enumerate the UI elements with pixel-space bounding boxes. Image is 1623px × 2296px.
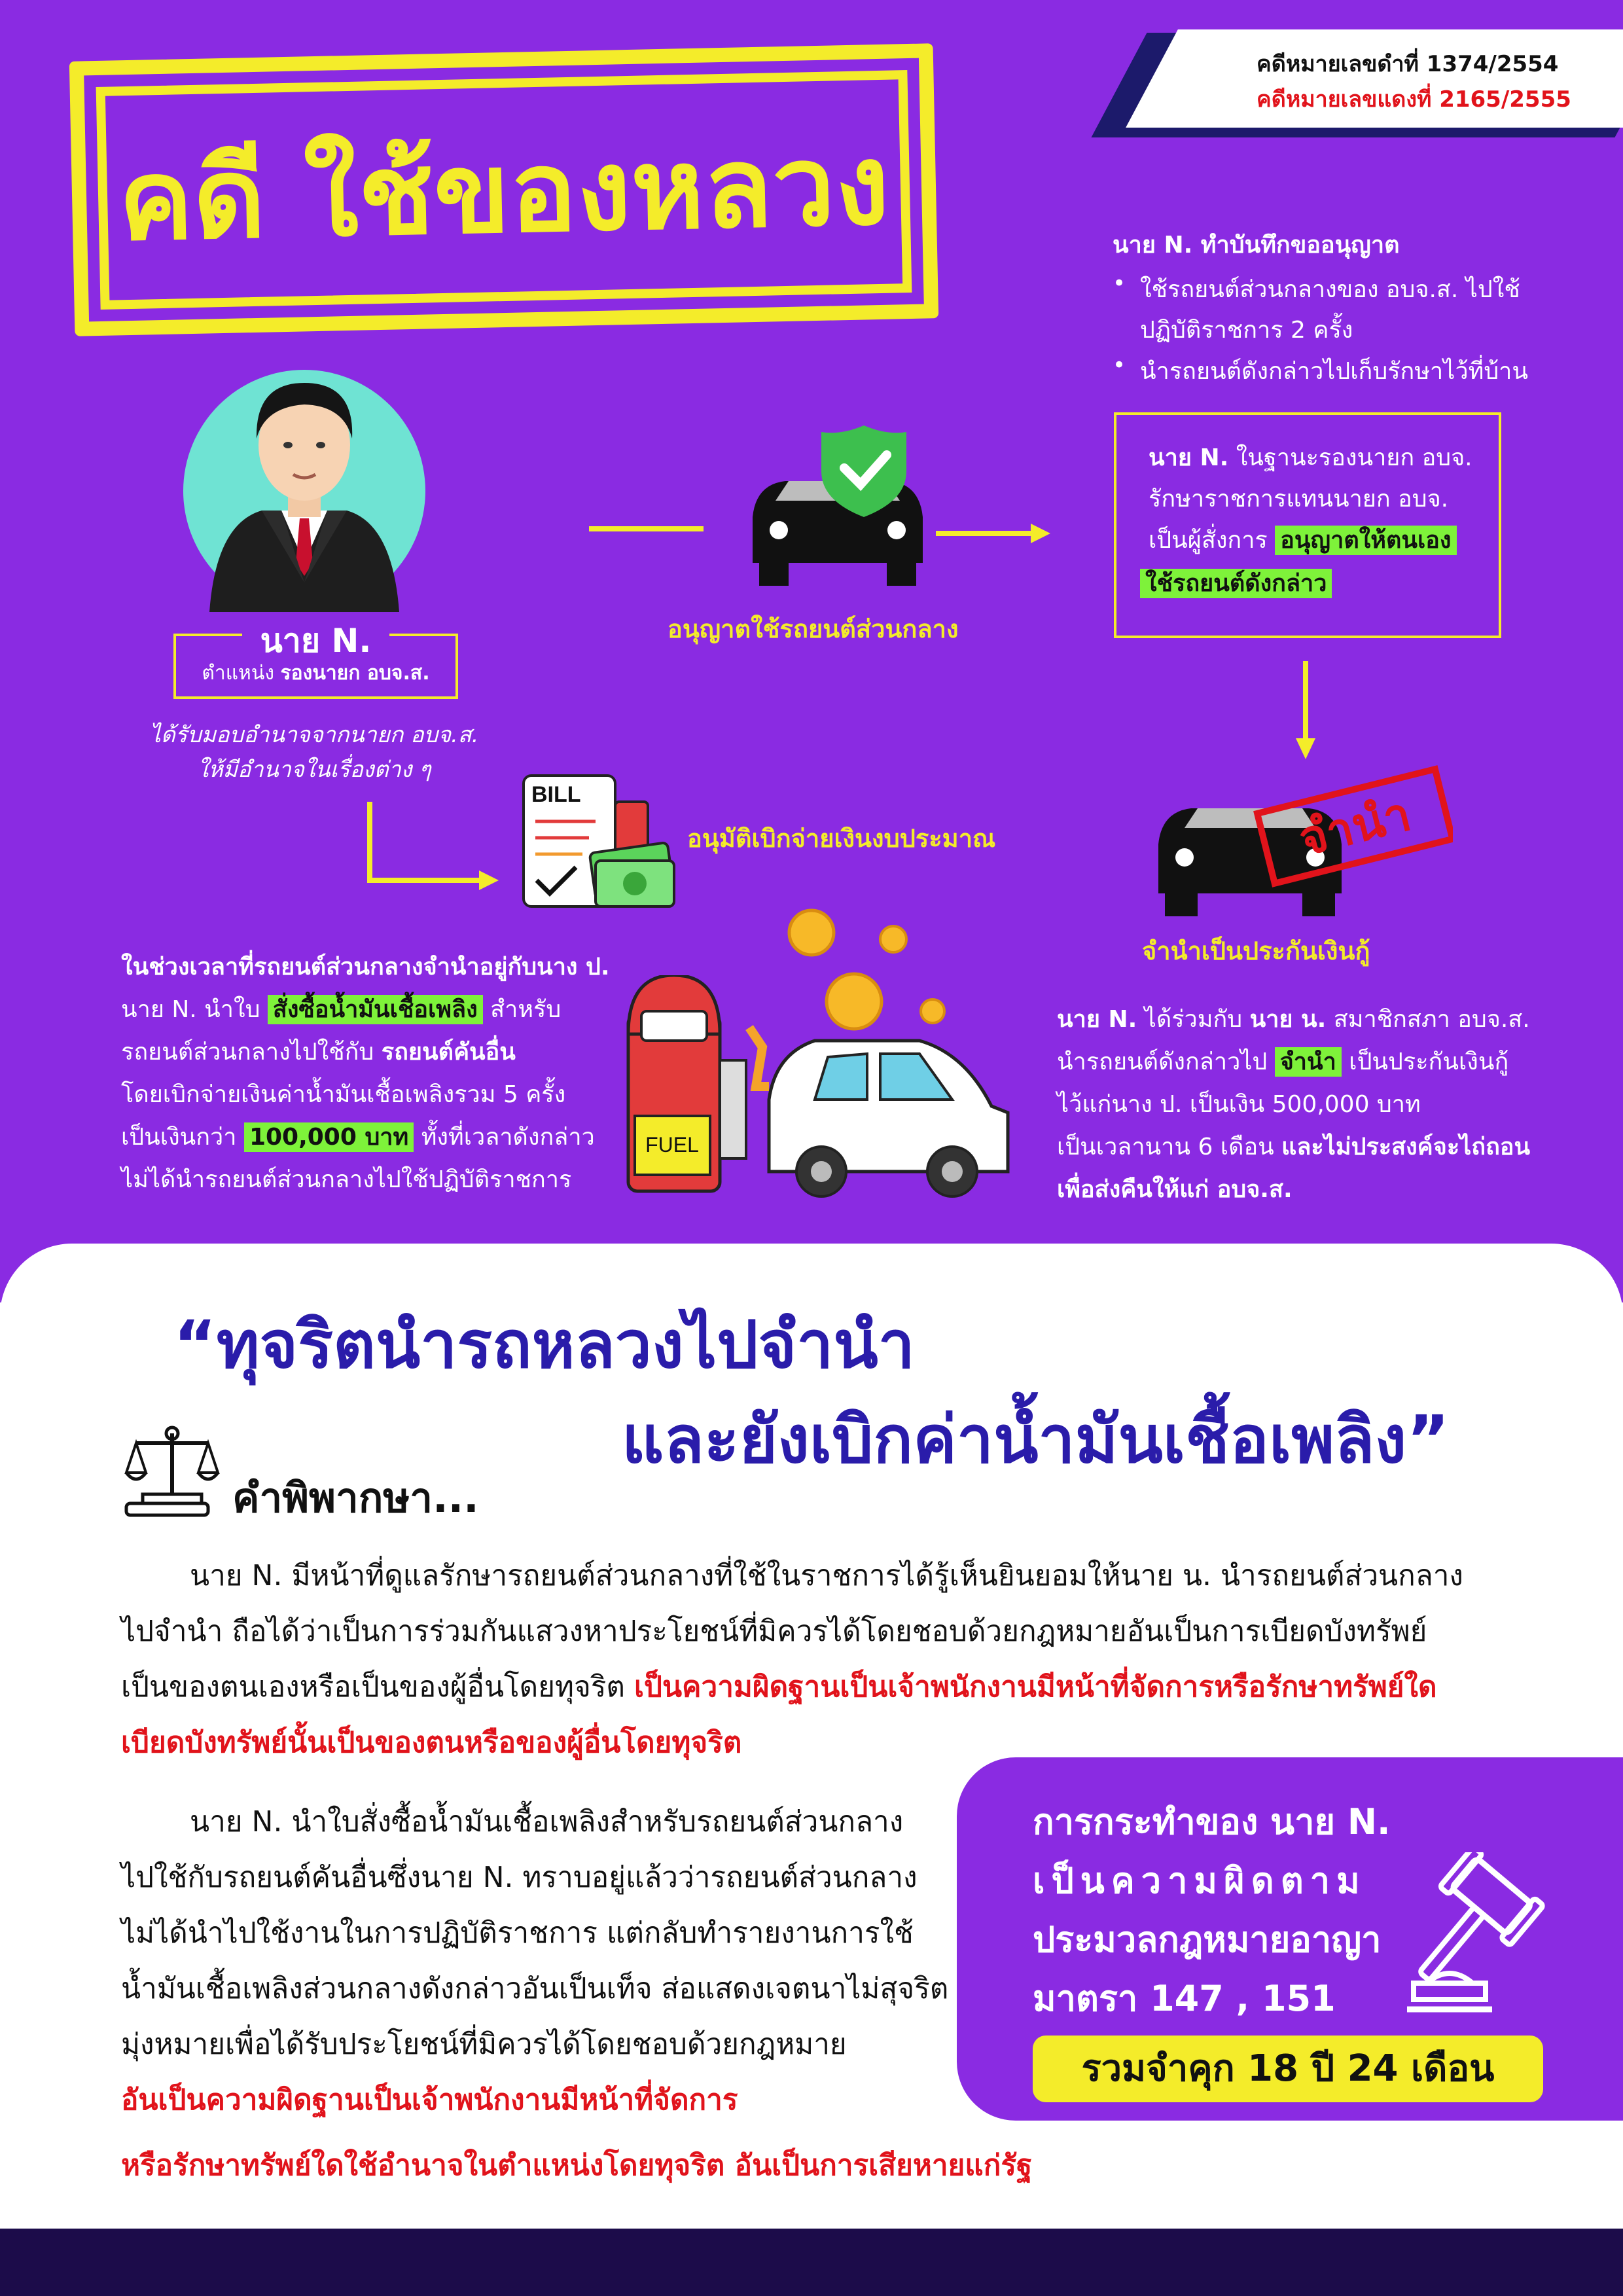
gavel-icon bbox=[1407, 1852, 1564, 2016]
pawn-no-redeem: และไม่ประสงค์จะไถ่ถอน bbox=[1281, 1134, 1531, 1160]
fuel-pump-car-icon bbox=[625, 975, 1011, 1204]
verdict-offense: เป็นความผิดฐานเป็นเจ้าพนักงานมีหน้าที่จัดการหรือรักษาทรัพย์ใด bbox=[634, 1670, 1437, 1704]
fuel-text: รถยนต์ส่วนกลางไปใช้กับ bbox=[121, 1039, 382, 1066]
authority-line-4 bbox=[1140, 564, 1332, 601]
sentence-text: รวมจำคุก 18 ปี 24 เดือน bbox=[1081, 2047, 1495, 2090]
pawn-text: สมาชิกสภา อบจ.ส. bbox=[1326, 1006, 1530, 1033]
footer-bar bbox=[0, 2229, 1623, 2296]
bill-text: BILL bbox=[531, 782, 581, 807]
pawn-line-5: เพื่อส่งคืนให้แก่ อบจ.ส. bbox=[1057, 1176, 1293, 1203]
verdict-line bbox=[121, 1664, 1437, 1710]
verdict-line: มุ่งหมายเพื่อได้รับประโยชน์ที่มิควรได้โดยชอบด้วยกฎหมาย bbox=[121, 2028, 847, 2061]
delegation-line-1: ได้รับมอบอำนาจจากนายก อบจ.ส. bbox=[149, 722, 479, 748]
verdict-line: นาย N. มีหน้าที่ดูแลรักษารถยนต์ส่วนกลางที่ใช้ในราชการได้รู้เห็นยินยอมให้นาย น. นำรถยนต์ส่วนกลาง bbox=[190, 1559, 1463, 1592]
fuel-text: ทั้งที่เวลาดังกล่าว bbox=[414, 1124, 595, 1151]
other-car-text: รถยนต์คันอื่น bbox=[381, 1039, 516, 1066]
fuel-label: FUEL bbox=[645, 1133, 699, 1157]
fuel-line-1: ในช่วงเวลาที่รถยนต์ส่วนกลางจำนำอยู่กับนาง ป. bbox=[121, 954, 610, 980]
verdict-line: ไปจำนำ ถือได้ว่าเป็นการร่วมกันแสวงหาประโยชน์ที่มิควรได้โดยชอบด้วยกฎหมายอันเป็นการเบียดบังทรัพย์ bbox=[121, 1615, 1427, 1648]
page-title: คดี ใช้ของหลวง bbox=[117, 120, 891, 266]
headline-line-2: และยังเบิกค่าน้ำมันเชื้อเพลิง” bbox=[622, 1401, 1450, 1478]
black-case-number: คดีหมายเลขดำที่ 1374/2554 bbox=[1257, 51, 1559, 77]
fuel-text: สำหรับ bbox=[482, 996, 562, 1023]
conviction-line-1: การกระทำของ นาย N. bbox=[1033, 1801, 1391, 1842]
authority-highlight-2: ใช้รถยนต์ดังกล่าว bbox=[1140, 569, 1332, 598]
delegation-line-2: ให้มีอำนาจในเรื่องต่าง ๆ bbox=[197, 757, 431, 783]
verdict-offense-line: หรือรักษาทรัพย์ใดใช้อำนาจในตำแหน่งโดยทุจริต อันเป็นการเสียหายแก่รัฐ bbox=[121, 2149, 1033, 2182]
bullet: • bbox=[1113, 270, 1126, 296]
pawn-line-1 bbox=[1057, 1000, 1530, 1037]
position-title: รองนายก อบจ.ส. bbox=[280, 662, 430, 685]
permit-heading: นาย N. ทำบันทึกขออนุญาต bbox=[1113, 232, 1400, 259]
verdict-offense-line: เบียดบังทรัพย์นั้นเป็นของตนหรือของผู้อื่นโดยทุจริต bbox=[121, 1726, 742, 1759]
pawn-accomplice: นาย น. bbox=[1249, 1006, 1327, 1033]
authority-highlight-1: อนุญาตให้ตนเอง bbox=[1275, 526, 1456, 555]
bill-money-icon bbox=[517, 769, 681, 913]
permit-item-1-cont: ปฏิบัติราชการ 2 ครั้ง bbox=[1140, 317, 1353, 344]
fuel-line-3 bbox=[121, 1033, 516, 1070]
authority-prefix: เป็นผู้สั่งการ bbox=[1149, 527, 1275, 554]
pawn-text: นำรถยนต์ดังกล่าวไป bbox=[1057, 1049, 1275, 1075]
permit-item-1: ใช้รถยนต์ส่วนกลางของ อบจ.ส. ไปใช้ bbox=[1140, 276, 1520, 303]
verdict-line: น้ำมันเชื้อเพลิงส่วนกลางดังกล่าวอันเป็นเท็จ ส่อแสดงเจตนาไม่สุจริต bbox=[121, 1972, 949, 2005]
pawn-highlight: จำนำ bbox=[1275, 1047, 1342, 1077]
fuel-text: เป็นเงินกว่า bbox=[121, 1124, 244, 1151]
pawn-line-4 bbox=[1057, 1128, 1530, 1165]
pawn-text: ได้ร่วมกับ bbox=[1137, 1006, 1250, 1033]
fuel-text: นาย N. นำใบ bbox=[121, 996, 268, 1023]
car-permit-label: อนุญาตใช้รถยนต์ส่วนกลาง bbox=[668, 615, 959, 643]
verdict-heading: คำพิพากษา... bbox=[232, 1474, 479, 1522]
pawn-line-3: ไว้แก่นาง ป. เป็นเงิน 500,000 บาท bbox=[1057, 1091, 1421, 1118]
pawn-line-2 bbox=[1057, 1043, 1508, 1080]
fuel-line-6: ไม่ได้นำรถยนต์ส่วนกลางไปใช้ปฏิบัติราชการ bbox=[121, 1166, 572, 1193]
person-name: นาย N. bbox=[260, 622, 372, 660]
verdict-text: เป็นของตนเองหรือเป็นของผู้อื่นโดยทุจริต bbox=[121, 1670, 634, 1704]
position-prefix: ตำแหน่ง bbox=[202, 662, 274, 685]
conviction-line-3: ประมวลกฎหมายอาญา bbox=[1033, 1919, 1382, 1960]
authority-line-1 bbox=[1149, 439, 1472, 476]
pawn-stamp-text: จำนำ bbox=[1293, 785, 1417, 867]
pawned-car-icon bbox=[1152, 753, 1453, 923]
conviction-line-4: มาตรา 147 , 151 bbox=[1033, 1978, 1336, 2019]
fuel-line-2 bbox=[121, 990, 561, 1028]
authority-role: ในฐานะรองนายก อบจ. bbox=[1228, 444, 1472, 471]
red-case-number: คดีหมายเลขแดงที่ 2165/2555 bbox=[1257, 86, 1571, 113]
bullet: • bbox=[1113, 352, 1126, 378]
budget-approval-label: อนุมัติเบิกจ่ายเงินงบประมาณ bbox=[687, 824, 996, 853]
fuel-line-5 bbox=[121, 1118, 595, 1155]
conviction-line-2: เป็นความผิดตาม bbox=[1033, 1860, 1366, 1901]
car-shield-check-icon bbox=[740, 419, 936, 589]
authority-line-3 bbox=[1149, 521, 1457, 558]
pawn-text: เป็นประกันเงินกู้ bbox=[1341, 1049, 1509, 1075]
scales-of-justice-icon bbox=[123, 1424, 221, 1518]
pawn-subject: นาย N. bbox=[1057, 1006, 1137, 1033]
verdict-line: ไปใช้กับรถยนต์คันอื่นซึ่งนาย N. ทราบอยู่แล้วว่ารถยนต์ส่วนกลาง bbox=[121, 1861, 918, 1894]
headline-line-1: “ทุจริตนำรถหลวงไปจำนำ bbox=[173, 1306, 915, 1383]
pawn-label: จำนำเป็นประกันเงินกู้ bbox=[1142, 937, 1370, 965]
pawn-text: เป็นเวลานาน 6 เดือน bbox=[1057, 1134, 1282, 1160]
verdict-offense-line: อันเป็นความผิดฐานเป็นเจ้าพนักงานมีหน้าที่จัดการ bbox=[121, 2083, 738, 2117]
amount-highlight: 100,000 บาท bbox=[244, 1122, 414, 1152]
fuel-order-highlight: สั่งซื้อน้ำมันเชื้อเพลิง bbox=[268, 995, 483, 1024]
verdict-line: นาย N. นำใบสั่งซื้อน้ำมันเชื้อเพลิงสำหรับรถยนต์ส่วนกลาง bbox=[190, 1805, 904, 1839]
fuel-line-4: โดยเบิกจ่ายเงินค่าน้ำมันเชื้อเพลิงรวม 5 ครั้ง bbox=[121, 1081, 566, 1108]
authority-subject: นาย N. bbox=[1149, 444, 1229, 471]
permit-item-2: นำรถยนต์ดังกล่าวไปเก็บรักษาไว้ที่บ้าน bbox=[1140, 358, 1528, 385]
authority-line-2: รักษาราชการแทนนายก อบจ. bbox=[1149, 486, 1449, 512]
verdict-line: ไม่ได้นำไปใช้งานในการปฏิบัติราชการ แต่กลับทำรายงานการใช้ bbox=[121, 1916, 914, 1950]
